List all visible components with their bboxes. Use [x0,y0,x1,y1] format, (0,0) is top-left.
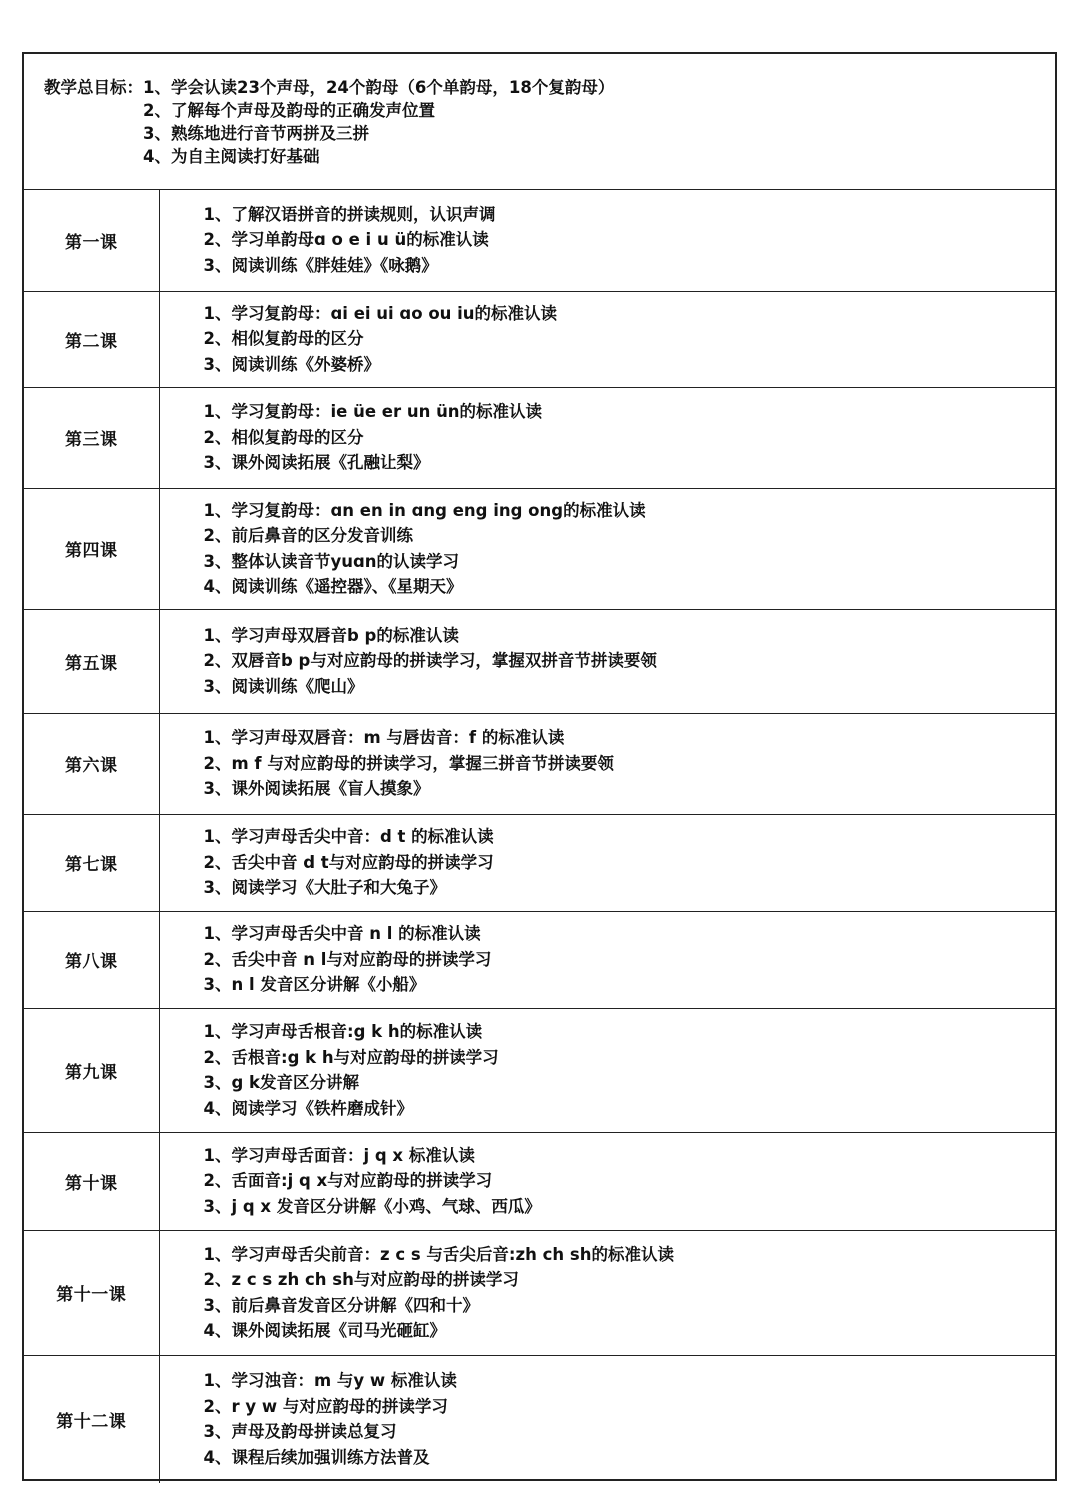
goals-cell [24,54,1055,189]
lesson-content [159,713,1055,814]
lesson-item: 2、舌尖中音 n l与对应韵母的拼读学习 [203,949,492,969]
lesson-content [159,814,1055,911]
lesson-title: 第一课 [24,189,159,291]
lesson-content [159,1132,1055,1230]
lesson-item: 2、相似复韵母的区分 [203,427,364,447]
lesson-item: 2、z c s zh ch sh与对应韵母的拼读学习 [203,1270,519,1289]
lesson-row [24,1230,1055,1355]
lesson-row [24,814,1055,911]
lesson-item: 2、m f 与对应韵母的拼读学习，掌握三拼音节拼读要领 [203,753,614,773]
lesson-title: 第十一课 [24,1230,159,1355]
lesson-item: 3、整体认读音节yuɑn的认读学习 [203,551,460,571]
lesson-content [159,1008,1055,1132]
lesson-item: 3、阅读学习《大肚子和大兔子》 [203,878,446,898]
lesson-content [159,189,1055,291]
lesson-item: 2、双唇音b p与对应韵母的拼读学习，掌握双拼音节拼读要领 [203,651,657,671]
lesson-item: 3、前后鼻音发音区分讲解《四和十》 [203,1295,479,1315]
goals-list [143,76,1055,168]
lesson-item: 1、学习声母舌面音：j q x 标准认读 [203,1145,475,1165]
lesson-item: 4、阅读训练《遥控器》、《星期天》 [203,577,463,596]
lesson-row [24,387,1055,488]
lesson-title: 第六课 [24,713,159,814]
lesson-item: 3、j q x 发音区分讲解《小鸡、气球、西瓜》 [203,1196,541,1216]
lesson-item: 1、学习声母舌尖中音 n l 的标准认读 [203,924,481,944]
lesson-item: 3、n l 发音区分讲解《小船》 [203,975,426,995]
lesson-row [24,1355,1055,1483]
lesson-item: 1、学习声母舌尖前音：z c s 与舌尖后音:zh ch sh的标准认读 [203,1244,674,1264]
lesson-item: 2、r y w 与对应韵母的拼读学习 [203,1396,448,1416]
lesson-item: 3、阅读训练《爬山》 [203,676,364,696]
lesson-title: 第五课 [24,609,159,713]
lesson-title: 第十二课 [24,1355,159,1483]
lesson-item: 4、课外阅读拓展《司马光砸缸》 [203,1321,446,1340]
lesson-title: 第十课 [24,1132,159,1230]
lesson-item: 1、学习声母舌尖中音：d t 的标准认读 [203,827,494,847]
lesson-item: 1、学习复韵母：ɑn en in ɑng eng ing ong的标准认读 [203,500,646,520]
lesson-content [159,291,1055,387]
goals-label: 教学总目标： [44,78,143,97]
lesson-title: 第九课 [24,1008,159,1132]
lesson-item: 3、课外阅读拓展《孔融让梨》 [203,453,430,473]
lesson-title: 第八课 [24,911,159,1008]
goal-item: 1、学会认读23个声母，24个韵母（6个单韵母，18个复韵母） [143,78,615,97]
lesson-item: 4、课程后续加强训练方法普及 [203,1447,430,1467]
lesson-row [24,1008,1055,1132]
lesson-item: 1、学习复韵母：ie üe er un ün的标准认读 [203,402,543,422]
lesson-row [24,488,1055,609]
goal-item: 2、了解每个声母及韵母的正确发声位置 [143,101,435,120]
lesson-item: 3、g k发音区分讲解 [203,1073,360,1092]
lesson-item: 2、舌尖中音 d t与对应韵母的拼读学习 [203,852,494,872]
lesson-row [24,911,1055,1008]
lesson-row [24,189,1055,291]
goal-item: 3、熟练地进行音节两拼及三拼 [143,124,369,143]
lesson-item: 1、了解汉语拼音的拼读规则，认识声调 [203,204,496,224]
lesson-item: 3、阅读训练《胖娃娃》《咏鹅》 [203,255,438,275]
lesson-item: 1、学习复韵母：ɑi ei ui ɑo ou iu的标准认读 [203,303,558,323]
lesson-item: 2、前后鼻音的区分发音训练 [203,526,413,545]
goal-item: 4、为自主阅读打好基础 [143,147,320,166]
lesson-row [24,609,1055,713]
lesson-row [24,713,1055,814]
lesson-item: 1、学习声母双唇音：m 与唇齿音：f 的标准认读 [203,728,565,748]
lesson-content [159,387,1055,488]
goals-block [44,64,1055,168]
lesson-item: 2、舌根音:g k h与对应韵母的拼读学习 [203,1047,499,1067]
syllabus-table [24,54,1055,1483]
lesson-row [24,291,1055,387]
lesson-item: 1、学习声母舌根音:g k h的标准认读 [203,1022,483,1041]
lesson-item: 3、阅读训练《外婆桥》 [203,354,380,374]
lesson-content [159,488,1055,609]
lesson-title: 第四课 [24,488,159,609]
lesson-title: 第二课 [24,291,159,387]
lesson-item: 3、课外阅读拓展《盲人摸象》 [203,779,430,799]
syllabus-sheet [22,52,1057,1481]
lesson-item: 2、舌面音:j q x与对应韵母的拼读学习 [203,1171,493,1191]
lesson-item: 1、学习浊音：m 与y w 标准认读 [203,1371,457,1391]
lesson-content [159,1355,1055,1483]
lesson-item: 4、阅读学习《铁杵磨成针》 [203,1098,413,1118]
lesson-content [159,1230,1055,1355]
lesson-item: 2、相似复韵母的区分 [203,329,364,349]
lesson-row [24,1132,1055,1230]
lesson-item: 2、学习单韵母ɑ o e i u ü的标准认读 [203,230,489,250]
lesson-title: 第三课 [24,387,159,488]
goals-row [24,54,1055,189]
lesson-content [159,609,1055,713]
lesson-content [159,911,1055,1008]
lesson-title: 第七课 [24,814,159,911]
lesson-item: 1、学习声母双唇音b p的标准认读 [203,625,459,645]
lesson-item: 3、声母及韵母拼读总复习 [203,1422,397,1442]
